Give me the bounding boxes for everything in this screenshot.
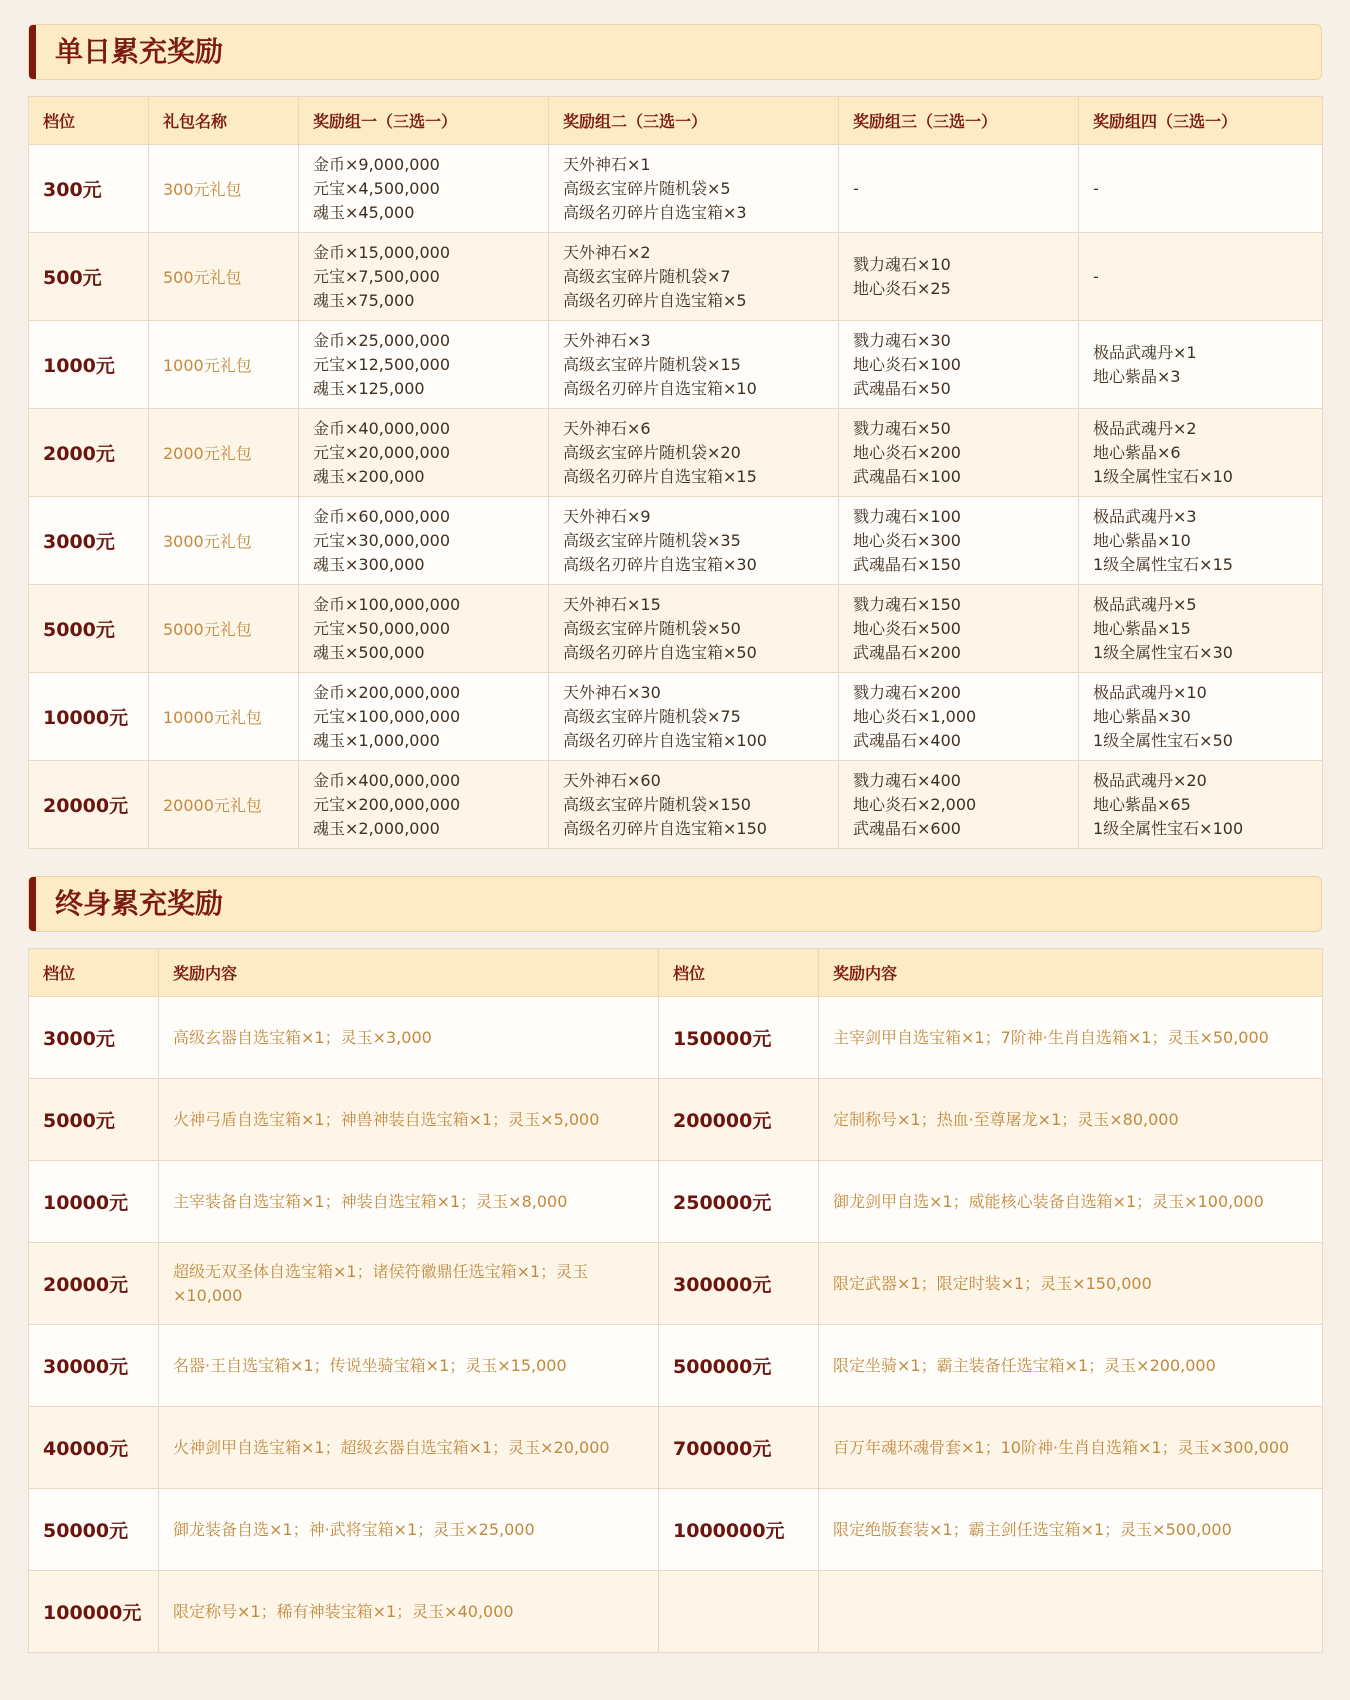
reward-content-cell: 主宰剑甲自选宝箱×1；7阶神·生肖自选箱×1；灵玉×50,000	[819, 997, 1323, 1079]
col-header-group3: 奖励组三（三选一）	[839, 97, 1079, 145]
reward-content-cell: 御龙装备自选×1；神·武将宝箱×1；灵玉×25,000	[159, 1489, 659, 1571]
reward-group-2-cell	[549, 233, 839, 321]
reward-item: 武魂晶石×600	[853, 818, 961, 838]
reward-group-4-cell	[1079, 673, 1323, 761]
reward-item: 地心紫晶×65	[1093, 794, 1191, 814]
reward-item: 地心炎石×100	[853, 354, 961, 374]
reward-item: 1级全属性宝石×10	[1093, 466, 1233, 486]
reward-item: 地心炎石×500	[853, 618, 961, 638]
reward-group-2-cell	[549, 145, 839, 233]
lifetime-section-title: 终身累充奖励	[55, 887, 224, 920]
table-row	[29, 761, 1323, 849]
reward-item: 地心炎石×200	[853, 442, 961, 462]
reward-group-3-cell	[839, 321, 1079, 409]
reward-item: 高级名刃碎片自选宝箱×10	[563, 378, 757, 398]
table-row	[29, 1243, 1323, 1325]
reward-item: 元宝×30,000,000	[313, 530, 451, 550]
reward-item: 天外神石×3	[563, 330, 651, 350]
col-header-group1: 奖励组一（三选一）	[299, 97, 549, 145]
reward-item: 元宝×50,000,000	[313, 618, 451, 638]
reward-group-4-cell	[1079, 585, 1323, 673]
reward-item: 戮力魂石×400	[853, 770, 961, 790]
reward-group-2-cell	[549, 761, 839, 849]
reward-item: 魂玉×125,000	[313, 378, 425, 398]
reward-content-cell	[819, 1571, 1323, 1653]
reward-group-1-cell	[299, 497, 549, 585]
table-row	[29, 1325, 1323, 1407]
col-header-group2: 奖励组二（三选一）	[549, 97, 839, 145]
table-row	[29, 233, 1323, 321]
reward-group-3-cell	[839, 673, 1079, 761]
reward-item: 地心炎石×2,000	[853, 794, 977, 814]
reward-item: 高级玄宝碎片随机袋×35	[563, 530, 741, 550]
tier-cell: 300元	[29, 145, 149, 233]
package-name-cell: 3000元礼包	[149, 497, 299, 585]
tier-cell: 3000元	[29, 497, 149, 585]
tier-cell: 40000元	[29, 1407, 159, 1489]
package-name-cell: 300元礼包	[149, 145, 299, 233]
reward-content-cell: 主宰装备自选宝箱×1；神装自选宝箱×1；灵玉×8,000	[159, 1161, 659, 1243]
reward-group-3-cell	[839, 585, 1079, 673]
reward-item: 武魂晶石×100	[853, 466, 961, 486]
reward-item: 元宝×20,000,000	[313, 442, 451, 462]
table-row	[29, 1489, 1323, 1571]
table-row	[29, 673, 1323, 761]
reward-item: 1级全属性宝石×50	[1093, 730, 1233, 750]
table-row	[29, 409, 1323, 497]
reward-item: 武魂晶石×400	[853, 730, 961, 750]
reward-content-cell: 定制称号×1；热血·至尊屠龙×1；灵玉×80,000	[819, 1079, 1323, 1161]
reward-item: 高级名刃碎片自选宝箱×30	[563, 554, 757, 574]
reward-item: 武魂晶石×200	[853, 642, 961, 662]
reward-item: 极品武魂丹×3	[1093, 506, 1197, 526]
reward-item: 金币×25,000,000	[313, 330, 451, 350]
reward-content-cell: 高级玄器自选宝箱×1；灵玉×3,000	[159, 997, 659, 1079]
package-name-cell: 20000元礼包	[149, 761, 299, 849]
reward-item: 武魂晶石×50	[853, 378, 951, 398]
reward-content-cell: 百万年魂环魂骨套×1；10阶神·生肖自选箱×1；灵玉×300,000	[819, 1407, 1323, 1489]
reward-group-2-cell	[549, 497, 839, 585]
daily-reward-table	[28, 96, 1323, 849]
section-accent-bar	[29, 25, 36, 79]
reward-item: 天外神石×9	[563, 506, 651, 526]
table-row	[29, 145, 1323, 233]
reward-content-cell: 火神剑甲自选宝箱×1；超级玄器自选宝箱×1；灵玉×20,000	[159, 1407, 659, 1489]
reward-content-cell: 限定坐骑×1；霸主装备任选宝箱×1；灵玉×200,000	[819, 1325, 1323, 1407]
reward-item: 天外神石×15	[563, 594, 661, 614]
reward-item: 地心紫晶×3	[1093, 366, 1181, 386]
reward-item: 金币×200,000,000	[313, 682, 461, 702]
tier-cell: 300000元	[659, 1243, 819, 1325]
reward-item: 高级名刃碎片自选宝箱×50	[563, 642, 757, 662]
reward-content-cell: 限定武器×1；限定时装×1；灵玉×150,000	[819, 1243, 1323, 1325]
reward-group-1-cell	[299, 321, 549, 409]
reward-content-cell: 御龙剑甲自选×1；威能核心装备自选箱×1；灵玉×100,000	[819, 1161, 1323, 1243]
reward-item: 地心紫晶×15	[1093, 618, 1191, 638]
col-header-tier-a: 档位	[29, 949, 159, 997]
tier-cell: 2000元	[29, 409, 149, 497]
reward-item: 高级名刃碎片自选宝箱×5	[563, 290, 747, 310]
reward-item: 地心炎石×300	[853, 530, 961, 550]
reward-group-1-cell	[299, 761, 549, 849]
reward-group-1-cell	[299, 585, 549, 673]
col-header-tier: 档位	[29, 97, 149, 145]
reward-item: 1级全属性宝石×15	[1093, 554, 1233, 574]
table-row	[29, 1407, 1323, 1489]
reward-item: 戮力魂石×150	[853, 594, 961, 614]
tier-cell: 150000元	[659, 997, 819, 1079]
reward-item: 高级玄宝碎片随机袋×20	[563, 442, 741, 462]
tier-cell: 50000元	[29, 1489, 159, 1571]
reward-content-cell: 名器·王自选宝箱×1；传说坐骑宝箱×1；灵玉×15,000	[159, 1325, 659, 1407]
reward-item: 高级玄宝碎片随机袋×15	[563, 354, 741, 374]
lifetime-section-header	[28, 876, 1322, 932]
reward-item: 极品武魂丹×2	[1093, 418, 1197, 438]
reward-item: 高级名刃碎片自选宝箱×100	[563, 730, 767, 750]
reward-group-4-cell	[1079, 145, 1323, 233]
reward-item: -	[1093, 178, 1099, 198]
reward-item: 魂玉×300,000	[313, 554, 425, 574]
reward-content-cell: 限定绝版套装×1；霸主剑任选宝箱×1；灵玉×500,000	[819, 1489, 1323, 1571]
reward-item: 金币×60,000,000	[313, 506, 451, 526]
reward-content-cell: 超级无双圣体自选宝箱×1；诸侯符徽鼎任选宝箱×1；灵玉×10,000	[159, 1243, 659, 1325]
reward-content-cell: 火神弓盾自选宝箱×1；神兽神装自选宝箱×1；灵玉×5,000	[159, 1079, 659, 1161]
reward-item: 戮力魂石×50	[853, 418, 951, 438]
reward-group-1-cell	[299, 145, 549, 233]
package-name-cell: 10000元礼包	[149, 673, 299, 761]
reward-item: 金币×15,000,000	[313, 242, 451, 262]
tier-cell: 5000元	[29, 1079, 159, 1161]
reward-item: 地心炎石×1,000	[853, 706, 977, 726]
reward-item: 极品武魂丹×20	[1093, 770, 1207, 790]
reward-item: 1级全属性宝石×30	[1093, 642, 1233, 662]
reward-group-3-cell	[839, 761, 1079, 849]
section-accent-bar	[29, 877, 36, 931]
reward-item: 地心紫晶×30	[1093, 706, 1191, 726]
reward-item: -	[1093, 266, 1099, 286]
reward-item: 戮力魂石×100	[853, 506, 961, 526]
reward-item: 魂玉×75,000	[313, 290, 415, 310]
reward-item: 金币×400,000,000	[313, 770, 461, 790]
reward-group-3-cell	[839, 145, 1079, 233]
reward-item: 天外神石×6	[563, 418, 651, 438]
reward-item: 天外神石×1	[563, 154, 651, 174]
daily-header-row	[29, 97, 1323, 145]
reward-group-1-cell	[299, 233, 549, 321]
reward-group-3-cell	[839, 233, 1079, 321]
reward-item: 极品武魂丹×10	[1093, 682, 1207, 702]
tier-cell: 100000元	[29, 1571, 159, 1653]
reward-group-3-cell	[839, 497, 1079, 585]
lifetime-header-row	[29, 949, 1323, 997]
table-row	[29, 321, 1323, 409]
reward-item: 1级全属性宝石×100	[1093, 818, 1244, 838]
reward-item: 高级名刃碎片自选宝箱×3	[563, 202, 747, 222]
col-header-package: 礼包名称	[149, 97, 299, 145]
col-header-content-b: 奖励内容	[819, 949, 1323, 997]
reward-item: -	[853, 178, 859, 198]
reward-item: 高级玄宝碎片随机袋×7	[563, 266, 731, 286]
reward-group-3-cell	[839, 409, 1079, 497]
reward-item: 魂玉×200,000	[313, 466, 425, 486]
reward-item: 地心紫晶×6	[1093, 442, 1181, 462]
daily-section-title: 单日累充奖励	[55, 35, 224, 68]
table-row	[29, 997, 1323, 1079]
col-header-content-a: 奖励内容	[159, 949, 659, 997]
reward-item: 金币×40,000,000	[313, 418, 451, 438]
tier-cell: 700000元	[659, 1407, 819, 1489]
reward-item: 天外神石×60	[563, 770, 661, 790]
reward-item: 地心炎石×25	[853, 278, 951, 298]
reward-group-4-cell	[1079, 761, 1323, 849]
reward-content-cell: 限定称号×1；稀有神装宝箱×1；灵玉×40,000	[159, 1571, 659, 1653]
table-row	[29, 1161, 1323, 1243]
tier-cell: 1000元	[29, 321, 149, 409]
tier-cell: 10000元	[29, 673, 149, 761]
tier-cell: 250000元	[659, 1161, 819, 1243]
reward-item: 元宝×4,500,000	[313, 178, 440, 198]
reward-item: 高级名刃碎片自选宝箱×150	[563, 818, 767, 838]
reward-item: 戮力魂石×30	[853, 330, 951, 350]
tier-cell: 5000元	[29, 585, 149, 673]
reward-group-4-cell	[1079, 497, 1323, 585]
reward-item: 天外神石×30	[563, 682, 661, 702]
reward-item: 金币×9,000,000	[313, 154, 440, 174]
reward-item: 极品武魂丹×5	[1093, 594, 1197, 614]
reward-group-2-cell	[549, 585, 839, 673]
tier-cell: 500元	[29, 233, 149, 321]
reward-item: 魂玉×500,000	[313, 642, 425, 662]
tier-cell: 10000元	[29, 1161, 159, 1243]
reward-group-1-cell	[299, 409, 549, 497]
reward-group-1-cell	[299, 673, 549, 761]
daily-section-header	[28, 24, 1322, 80]
reward-item: 金币×100,000,000	[313, 594, 461, 614]
package-name-cell: 2000元礼包	[149, 409, 299, 497]
reward-group-4-cell	[1079, 409, 1323, 497]
reward-item: 元宝×200,000,000	[313, 794, 461, 814]
table-row	[29, 497, 1323, 585]
reward-item: 魂玉×1,000,000	[313, 730, 440, 750]
tier-cell: 3000元	[29, 997, 159, 1079]
package-name-cell: 500元礼包	[149, 233, 299, 321]
reward-item: 戮力魂石×10	[853, 254, 951, 274]
tier-cell: 20000元	[29, 1243, 159, 1325]
tier-cell: 500000元	[659, 1325, 819, 1407]
reward-group-2-cell	[549, 409, 839, 497]
col-header-group4: 奖励组四（三选一）	[1079, 97, 1323, 145]
reward-group-2-cell	[549, 321, 839, 409]
reward-item: 戮力魂石×200	[853, 682, 961, 702]
reward-item: 高级玄宝碎片随机袋×50	[563, 618, 741, 638]
package-name-cell: 5000元礼包	[149, 585, 299, 673]
reward-item: 高级玄宝碎片随机袋×75	[563, 706, 741, 726]
package-name-cell: 1000元礼包	[149, 321, 299, 409]
reward-item: 元宝×7,500,000	[313, 266, 440, 286]
reward-item: 高级玄宝碎片随机袋×150	[563, 794, 751, 814]
reward-item: 极品武魂丹×1	[1093, 342, 1197, 362]
reward-item: 地心紫晶×10	[1093, 530, 1191, 550]
reward-group-4-cell	[1079, 233, 1323, 321]
table-row	[29, 1079, 1323, 1161]
reward-item: 高级名刃碎片自选宝箱×15	[563, 466, 757, 486]
table-row	[29, 1571, 1323, 1653]
reward-item: 高级玄宝碎片随机袋×5	[563, 178, 731, 198]
tier-cell: 20000元	[29, 761, 149, 849]
reward-item: 元宝×12,500,000	[313, 354, 451, 374]
reward-group-2-cell	[549, 673, 839, 761]
reward-group-4-cell	[1079, 321, 1323, 409]
tier-cell: 1000000元	[659, 1489, 819, 1571]
reward-item: 魂玉×45,000	[313, 202, 415, 222]
tier-cell: 30000元	[29, 1325, 159, 1407]
reward-item: 天外神石×2	[563, 242, 651, 262]
lifetime-reward-table	[28, 948, 1323, 1653]
reward-item: 武魂晶石×150	[853, 554, 961, 574]
reward-item: 魂玉×2,000,000	[313, 818, 440, 838]
reward-item: 元宝×100,000,000	[313, 706, 461, 726]
table-row	[29, 585, 1323, 673]
tier-cell	[659, 1571, 819, 1653]
col-header-tier-b: 档位	[659, 949, 819, 997]
tier-cell: 200000元	[659, 1079, 819, 1161]
